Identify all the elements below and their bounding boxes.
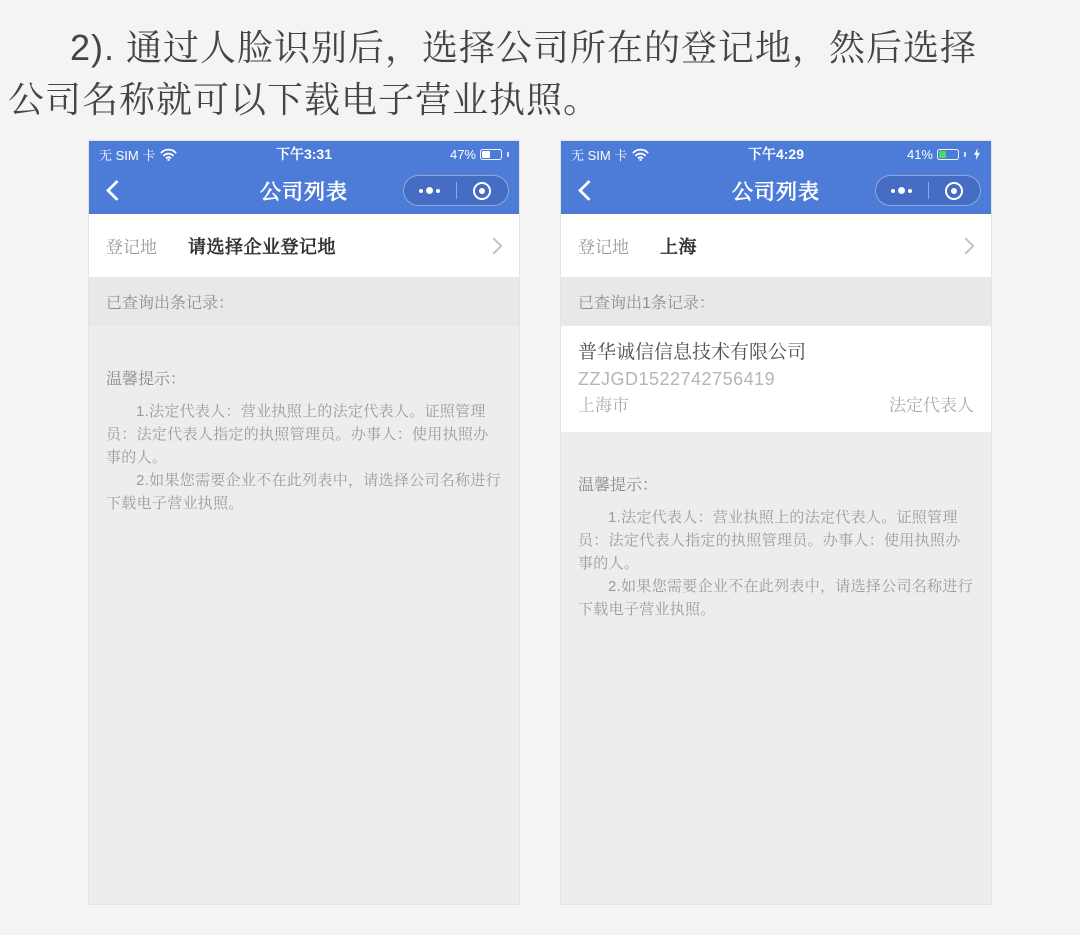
- notice-paragraph-2: 2.如果您需要企业不在此列表中，请选择公司名称进行下载电子营业执照。: [578, 578, 974, 618]
- chevron-left-icon: [106, 180, 127, 201]
- company-name: 普华诚信信息技术有限公司: [578, 342, 807, 363]
- chevron-left-icon: [578, 180, 599, 201]
- company-record[interactable]: [561, 326, 991, 432]
- more-menu-button[interactable]: [876, 176, 928, 205]
- chevron-right-icon: [486, 237, 503, 254]
- charging-bolt-icon: [973, 148, 981, 160]
- dot-icon: [426, 187, 433, 194]
- status-time: 下午3:31: [275, 146, 333, 162]
- instruction-line-2: 公司名称就可以下载电子营业执照。: [8, 79, 601, 120]
- circle-dot-icon: [473, 182, 491, 200]
- wifi-icon: [160, 148, 177, 161]
- battery-percent: 47%: [449, 146, 476, 162]
- phone-screenshot-right: [560, 140, 992, 905]
- notice-title: 温馨提示：: [106, 371, 187, 388]
- registration-place-label: 登记地: [578, 238, 629, 257]
- page-title: 公司列表: [260, 180, 348, 204]
- notice-section: [89, 366, 519, 515]
- notice-paragraph-2: 2.如果您需要企业不在此列表中，请选择公司名称进行下载电子营业执照。: [106, 472, 502, 512]
- close-miniprogram-button[interactable]: [929, 176, 981, 205]
- battery-nub: [507, 152, 509, 157]
- notice-paragraph-1: 1.法定代表人：营业执照上的法定代表人。证照管理员：法定代表人指定的执照管理员。办事人：使用执照办事的人。: [106, 403, 489, 466]
- back-button[interactable]: [103, 167, 130, 214]
- status-bar: [561, 141, 991, 167]
- carrier-label: 无 SIM 卡: [99, 147, 156, 163]
- registration-place-value: 请选择企业登记地: [188, 236, 336, 257]
- notice-section: [561, 472, 991, 621]
- battery-icon: [480, 149, 502, 160]
- instruction-line-1: 2). 通过人脸识别后，选择公司所在的登记地，然后选择: [70, 27, 978, 68]
- notice-paragraph-1: 1.法定代表人：营业执照上的法定代表人。证照管理员：法定代表人指定的执照管理员。办事人：使用执照办事的人。: [578, 509, 961, 572]
- registration-place-label: 登记地: [106, 238, 157, 257]
- result-count-text: 已查询出条记录：: [106, 295, 235, 312]
- nav-bar: [561, 167, 991, 214]
- company-role: 法定代表人: [889, 396, 974, 415]
- dot-icon: [898, 187, 905, 194]
- registration-place-value: 上海: [660, 236, 697, 257]
- battery-nub: [964, 152, 966, 157]
- dot-icon: [908, 189, 912, 193]
- close-miniprogram-button[interactable]: [457, 176, 509, 205]
- battery-percent: 41%: [906, 146, 933, 162]
- phone-screenshot-left: [88, 140, 520, 905]
- company-city: 上海市: [578, 396, 629, 415]
- registration-place-row[interactable]: [89, 214, 519, 277]
- chevron-right-icon: [958, 237, 975, 254]
- company-code: ZZJGD1522742756419: [578, 369, 776, 389]
- wifi-icon: [632, 148, 649, 161]
- status-time: 下午4:29: [747, 146, 805, 162]
- miniprogram-capsule: [403, 175, 509, 206]
- dot-icon: [436, 189, 440, 193]
- result-count-bar: [561, 277, 991, 326]
- battery-icon: [937, 149, 959, 160]
- carrier-label: 无 SIM 卡: [571, 147, 628, 163]
- nav-bar: [89, 167, 519, 214]
- back-button[interactable]: [575, 167, 602, 214]
- result-count-text: 已查询出1条记录：: [578, 295, 715, 312]
- dot-icon: [891, 189, 895, 193]
- circle-dot-icon: [945, 182, 963, 200]
- page-title: 公司列表: [732, 180, 820, 204]
- miniprogram-capsule: [875, 175, 981, 206]
- notice-title: 温馨提示：: [578, 477, 659, 494]
- result-count-bar: [89, 277, 519, 326]
- more-menu-button[interactable]: [404, 176, 456, 205]
- status-bar: [89, 141, 519, 167]
- instruction-text: [0, 22, 1080, 126]
- dot-icon: [419, 189, 423, 193]
- registration-place-row[interactable]: [561, 214, 991, 277]
